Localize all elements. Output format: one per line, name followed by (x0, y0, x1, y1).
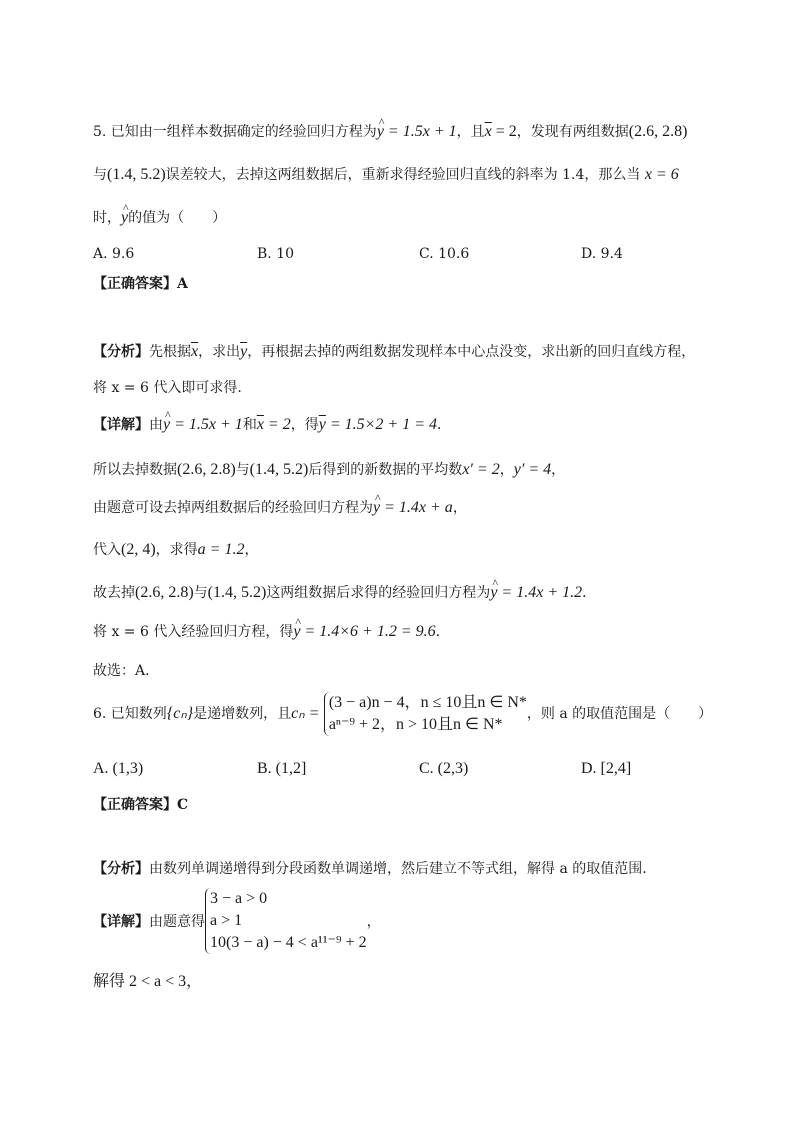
q6-option-a: A. (1,3) (93, 760, 144, 777)
q5-analysis-line2: 将 x = 6 代入即可求得. (93, 380, 242, 396)
q5-stem-text-3: ，发现有两组数据 (516, 124, 629, 140)
q6-analysis (93, 859, 647, 879)
q5-detail-line6 (93, 622, 450, 642)
q6-sequence: {cₙ} (166, 705, 194, 722)
q6-piecewise (324, 692, 527, 736)
q6-detail-label: 【详解】 (93, 914, 149, 930)
q5-detail-text-5: 所以去掉数据 (93, 462, 177, 478)
q5-detail-text-17: ． (582, 585, 597, 601)
q5-detail-text: 由 (149, 417, 163, 433)
q5-detail-text-8: ， (551, 462, 566, 478)
q6-stem-text: 6. 已知数列 (93, 706, 167, 722)
q5-detail-line2: 所以去掉数据(2.6, 2.8)与(1.4, 5.2)后得到的新数据的平均数x′ = 2，y′ = 4， (93, 461, 566, 478)
q5-regression-equation: ^ y = 1.5x + 1 (377, 123, 457, 140)
q5-new-ybar: y′ = 4 (513, 461, 552, 478)
q5-point-2: (1.4, 5.2) (107, 166, 166, 183)
q5-stem-text-7: 的值为（ ） (128, 210, 227, 226)
q5-detail-eq1: ^ y = 1.5x + 1 (163, 416, 243, 433)
q5-stem-text-5: 误差较大，去掉这两组数据后，重新求得经验回归直线的斜率为 1.4，那么当 (165, 167, 641, 183)
q5-detail-text-4: ． (437, 417, 452, 433)
q6-detail-text-2: ， (366, 914, 381, 930)
q5-stem-text-4: 与 (93, 167, 107, 183)
q5-ybar: $\overline{y}$ (240, 343, 248, 360)
q5-xbar: $\overline{x}$ (191, 343, 199, 360)
q5-answer: 【正确答案】A (93, 276, 188, 292)
q6-detail-text: 由题意得 (149, 914, 205, 930)
q5-detail-text-13: ， (244, 542, 259, 558)
q6-detail (93, 888, 381, 954)
q5-detail-text-14: 故去掉 (93, 585, 135, 601)
q5-detail-text-18: 将 x = 6 代入经验回归方程，得 (93, 624, 294, 640)
q5-x-value: x = 6 (644, 166, 679, 183)
q6-option-d: D. [2,4] (581, 760, 632, 777)
q5-stem-text-6: 时， (93, 210, 121, 226)
q5-analysis-line1 (93, 342, 695, 362)
q5-detail-text-3: ，得 (290, 417, 319, 433)
q5-detail-eq7: ^ y = 1.4×6 + 1.2 = 9.6 (293, 623, 435, 640)
q6-case-2: aⁿ⁻⁹ + 2，n > 10且n ∈ N* (328, 716, 503, 733)
q5-yhat (121, 209, 128, 226)
q5-option-c: C. 10.6 (419, 246, 470, 262)
q6-option-c: C. (2,3) (419, 760, 469, 777)
q5-detail-text-11: 代入 (93, 542, 121, 558)
q5-detail-eq5: a = 1.2 (197, 541, 245, 558)
q6-inequality-2: a > 1 (210, 912, 243, 929)
q5-detail-text-9: 由题意可设去掉两组数据后的经验回归方程为 (93, 500, 373, 516)
q5-detail-text-19: ． (435, 624, 450, 640)
q5-option-d: D. 9.4 (581, 246, 623, 262)
q6-stem-text-3: ，则 a 的取值范围是（ ） (526, 706, 713, 722)
q5-detail-line3 (93, 498, 467, 518)
q5-detail-text-6: 与 (235, 462, 250, 478)
q5-option-a: A. 9.6 (93, 246, 135, 262)
q5-choose: 故选：A. (93, 663, 150, 679)
q6-analysis-text: 由数列单调递增得到分段函数单调递增，然后建立不等式组，解得 a 的取值范围. (149, 861, 647, 877)
yhat-symbol: ^ y (121, 208, 128, 228)
q6-inequality-3: 10(3 − a) − 4 < a¹¹⁻⁹ + 2 (210, 934, 367, 951)
q5-analysis-label: 【分析】 (93, 344, 149, 360)
q5-stem-line3 (93, 208, 226, 228)
q5-detail-eq2: $\overline{x} = 2$ (256, 416, 291, 433)
q5-xbar-value: = 2 (491, 123, 517, 140)
q5-new-xbar: x′ = 2 (462, 461, 500, 478)
q5-detail-text-7: 后得到的新数据的平均数 (308, 462, 463, 478)
q5-detail-point-1: (2.6, 2.8) (177, 461, 236, 478)
q5-stem-text: 5. 已知由一组样本数据确定的经验回归方程为 (93, 124, 377, 140)
q5-detail-label: 【详解】 (93, 417, 149, 433)
q6-inequality-1: 3 − a > 0 (210, 890, 268, 907)
q5-detail-text-2: 和 (242, 417, 257, 433)
q6-option-b: B. (1,2] (257, 760, 307, 777)
q6-analysis-label: 【分析】 (93, 861, 149, 877)
q5-detail-eq6: ^ y = 1.4x + 1.2 (490, 584, 582, 601)
q5-analysis-text: 先根据 (149, 344, 191, 360)
q5-point-1: (2.6, 2.8) (628, 123, 688, 140)
q5-detail-text-10: ， (452, 500, 467, 516)
q6-cn-label: cₙ = (291, 705, 320, 722)
q6-inequality-system (205, 888, 367, 954)
q5-detail-line5 (93, 583, 596, 603)
q5-detail-text-12: ，求得 (155, 542, 198, 558)
q5-stem-line2 (93, 165, 679, 185)
q5-detail-line4 (93, 540, 258, 560)
q5-detail-point-3: (2, 4) (121, 541, 156, 558)
q5-detail-point-5: (1.4, 5.2) (207, 584, 267, 601)
q5-detail-point-4: (2.6, 2.8) (135, 584, 194, 601)
q6-answer: 【正确答案】C (93, 797, 189, 813)
q6-case-1: (3 − a)n − 4，n ≤ 10且n ∈ N* (328, 694, 527, 711)
q5-detail-text-16: 这两组数据后求得的经验回归方程为 (266, 585, 491, 601)
q5-detail-line1 (93, 415, 451, 435)
q5-option-b: B. 10 (257, 246, 295, 262)
q5-stem-line1 (93, 122, 687, 142)
q5-xbar-equation: $\overline{x}$ (484, 123, 492, 140)
q5-detail-text-15: 与 (193, 585, 208, 601)
q5-analysis-text-3: ，再根据去掉的两组数据发现样本中心点没变，求出新的回归直线方程， (247, 344, 696, 360)
q6-stem-text-2: 是递增数列，且 (193, 706, 292, 722)
q5-analysis-text-2: ，求出 (198, 344, 241, 360)
q5-detail-point-2: (1.4, 5.2) (249, 461, 309, 478)
q5-detail-eq4: ^ y = 1.4x + a (373, 499, 453, 516)
q5-stem-text-2: ，且 (456, 124, 485, 140)
q6-stem (93, 692, 712, 736)
q5-detail-eq3: $\overline{y} = 1.5\times 2 + 1 = 4$ (318, 416, 438, 433)
q6-solution: 解得 2 < a < 3， (93, 973, 203, 990)
